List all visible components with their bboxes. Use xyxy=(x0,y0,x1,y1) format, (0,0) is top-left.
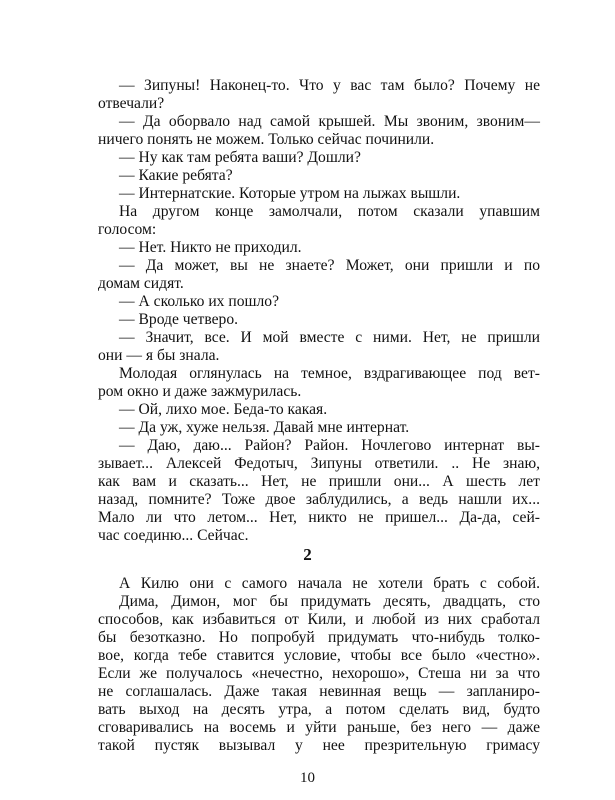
text-line: сговаривались на восемь и уйти раньше, без него — даже xyxy=(98,719,540,736)
text-line: — Значит, все. И мой вместе с ними. Нет, не пришли xyxy=(119,329,540,346)
text-line: — Да может, вы не знаете? Может, они пришли и по xyxy=(119,257,540,274)
text-line: час соединю... Сейчас. xyxy=(98,527,249,544)
text-line: отвечали? xyxy=(98,95,165,112)
text-line: На другом конце замолчали, потом сказали упавшим xyxy=(119,203,540,220)
text-line: назад, помните? Тоже двое заблудились, а ведь нашли их... xyxy=(98,491,540,508)
text-line: вать выход на десять утра, а потом сделать вид, будто xyxy=(98,701,540,718)
text-line: — Вроде четверо. xyxy=(119,311,239,328)
text-line: как вам и сказать... Нет, не пришли они... А шесть лет xyxy=(98,473,540,490)
text-line: — Даю, даю... Район? Район. Ночлегово интернат вы- xyxy=(119,437,540,454)
text-line: — Интернатские. Которые утром на лыжах вышли. xyxy=(119,185,461,202)
text-line: ром окно и даже зажмурилась. xyxy=(98,383,302,400)
text-line: они — я бы знала. xyxy=(98,347,220,364)
text-line: бы безотказно. Но попробуй придумать что-нибудь толко- xyxy=(98,629,540,646)
text-line: зывает... Алексей Федотыч, Зипуны ответили. .. Не знаю, xyxy=(98,455,540,472)
text-line: ничего понять не можем. Только сейчас починили. xyxy=(98,131,435,148)
text-line: вое, когда тебе ставится условие, чтобы все было «честно». xyxy=(98,647,540,664)
text-line: — Да оборвало над самой крышей. Мы звоним, звоним— xyxy=(119,113,540,130)
text-line: способов, как избавиться от Кили, и любой из них сработал xyxy=(98,611,540,628)
text-line: — Ну как там ребята ваши? Дошли? xyxy=(119,149,361,166)
text-line: голосом: xyxy=(98,221,157,238)
text-line: Дима, Димон, мог бы придумать десять, двадцать, сто xyxy=(119,593,540,610)
page-number: 10 xyxy=(300,770,315,786)
text-line: такой пустяк вызывал у нее презрительную гримасу xyxy=(98,737,540,754)
text-line: — Какие ребята? xyxy=(119,167,233,184)
text-line: А Килю они с самого начала не хотели брать с собой. xyxy=(119,575,540,592)
text-line: домам сидят. xyxy=(98,275,184,292)
text-line: — А сколько их пошло? xyxy=(119,293,280,310)
chapter-heading: 2 xyxy=(303,545,312,564)
text-line: не соглашалась. Даже такая невинная вещь — запланиро- xyxy=(98,683,540,700)
text-line: Если же получалось «нечестно, нехорошо», Стеша ни за что xyxy=(98,665,540,682)
text-line: — Зипуны! Наконец-то. Что у вас там было? Почему не xyxy=(119,77,540,94)
text-line: Мало ли что летом... Нет, никто не пришел... Да-да, сей- xyxy=(98,509,540,526)
text-line: Молодая оглянулась на темное, вздрагивающее под вет- xyxy=(119,365,540,382)
text-line: — Нет. Никто не приходил. xyxy=(119,239,302,256)
text-line: — Ой, лихо мое. Беда-то какая. xyxy=(119,401,328,418)
text-line: — Да уж, хуже нельзя. Давай мне интернат. xyxy=(119,419,410,436)
